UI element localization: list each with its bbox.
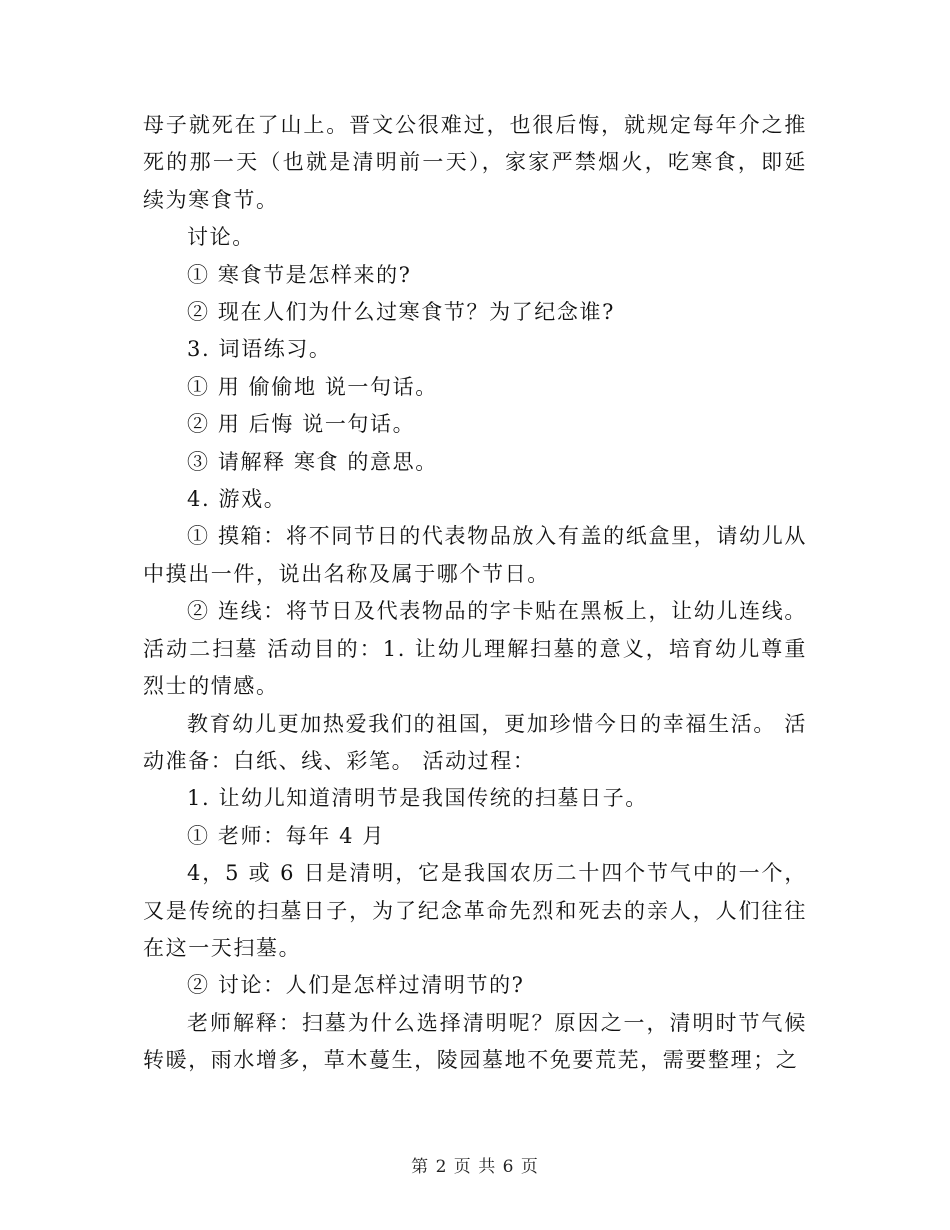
paragraph: 母子就死在了山上。晋文公很难过，也很后悔，就规定每年介之推死的那一天（也就是清明前一天），家家严禁烟火，吃寒食，即延续为寒食节。 [143,113,807,212]
paragraph: 4. 游戏。 [187,487,287,512]
paragraph: ② 现在人们为什么过寒食节？为了纪念谁? [187,300,615,325]
paragraph: ③ 请解释 寒食 的意思。 [187,449,438,474]
paragraph: ② 连线：将节日及代表物品的字卡贴在黑板上，让幼儿连线。活动二扫墓 活动目的：1. 让幼儿理解扫墓的意义，培育幼儿尊重烈士的情感。 [143,599,807,699]
paragraph: 讨论。 [187,225,255,250]
paragraph: 3. 词语练习。 [187,337,332,362]
paragraph: 教育幼儿更加热爱我们的祖国，更加珍惜今日的幸福生活。 活动准备：白纸、线、彩笔。 活动过程： [143,711,807,773]
paragraph: 1. 让幼儿知道清明节是我国传统的扫墓日子。 [187,786,648,811]
page-number-footer: 第 2 页 共 6 页 [411,1157,539,1177]
paragraph: ① 用 偷偷地 说一句话。 [187,374,438,399]
paragraph: ② 讨论：人们是怎样过清明节的? [187,973,525,998]
document-body [143,107,807,1080]
paragraph: ① 摸箱：将不同节日的代表物品放入有盖的纸盒里，请幼儿从中摸出一件，说出名称及属于哪个节日。 [143,524,807,586]
paragraph: ② 用 后悔 说一句话。 [187,412,416,437]
paragraph: ① 老师：每年 4 月 [187,823,385,848]
paragraph: 4，5 或 6 日是清明，它是我国农历二十四个节气中的一个，又是传统的扫墓日子，为了纪念革命先烈和死去的亲人，人们往往在这一天扫墓。 [143,861,807,960]
paragraph: 老师解释：扫墓为什么选择清明呢？原因之一，清明时节气候转暖，雨水增多，草木蔓生，陵园墓地不免要荒芜，需要整理；之 [143,1010,807,1073]
paragraph: ① 寒食节是怎样来的? [187,262,412,287]
